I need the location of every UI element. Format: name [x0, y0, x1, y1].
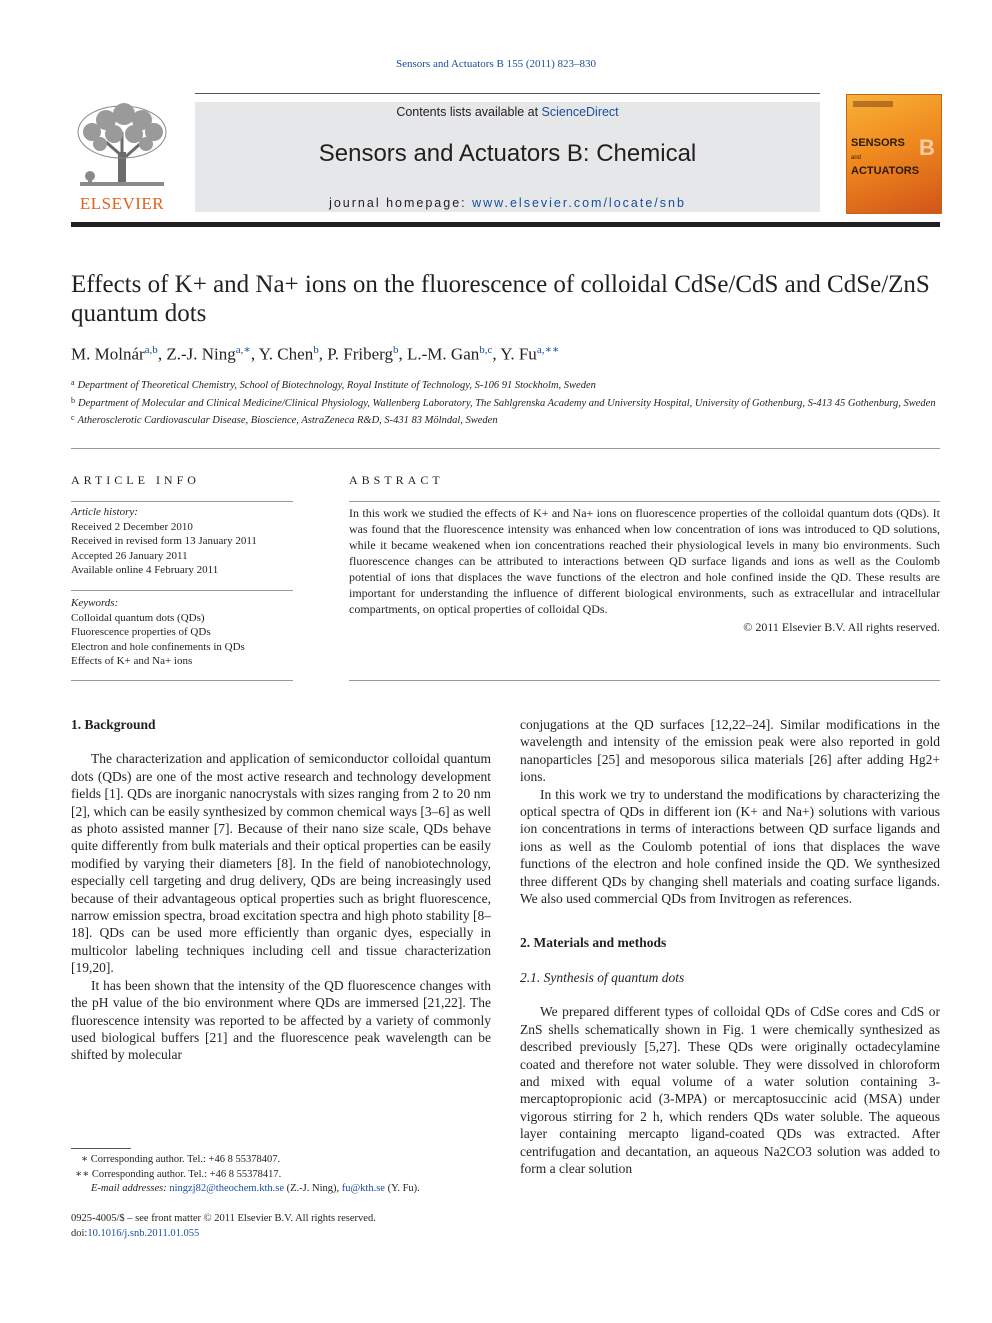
- article-history: Article history: Received 2 December 2010 Received in revised form 13 January 2011 Accepted 26 January 2011 Available online 4 February 2011: [71, 506, 257, 576]
- tree-icon: [70, 102, 174, 194]
- affiliation: $^b$ Department of Molecular and Clinical Medicine/Clinical Physiology, Wallenberg Laboratory, The Sahlgrenska Academy and University Hospital, University of Gothenburg, S-413 45 Gothenburg, Sweden: [71, 395, 936, 409]
- email-link[interactable]: ningzj82@theochem.kth.se: [169, 1183, 285, 1194]
- footnotes: ∗ Corresponding author. Tel.: +46 8 55378407. ∗∗ Corresponding author. Tel.: +46 8 55378417. E-mail addresses: ningzj82@theochem.kth.se (Z.-J. Ning), fu@kth.se (Y. Fu).: [75, 1154, 420, 1194]
- header-divider: [71, 222, 940, 227]
- author: Z.-J. Ning: [166, 344, 236, 364]
- keywords: Keywords: Colloidal quantum dots (QDs) Fluorescence properties of QDs Electron and hole confinements in QDs Effects of K+ and Na+ ions: [71, 597, 245, 667]
- paragraph: In this work we try to understand the modifications by characterizing the optical spectra of QDs in different ion (K+ and Na+) solutions with various ion concentrations in terms of interactions between QD surface ligands and ions as well as the Coulomb potential of ions that displaces the wave functions of the electron and hole confined inside the QD. We synthesized three different QDs by changing shell materials and coating surface ligands. We also used commercial QDs from Invitrogen as references.: [520, 786, 940, 907]
- body-column-right: [520, 716, 940, 1177]
- journal-title[interactable]: Sensors and Actuators B: Chemical: [318, 140, 697, 167]
- cover-letter: B: [919, 135, 935, 160]
- divider: [349, 501, 940, 502]
- affiliation: $^a$ Department of Theoretical Chemistry, School of Biotechnology, Royal Institute of Technology, S-106 91 Stockholm, Sweden: [71, 378, 596, 391]
- cover-title: SENSORS and ACTUATORS: [851, 137, 920, 177]
- doi-link[interactable]: 10.1016/j.snb.2011.01.055: [87, 1227, 200, 1239]
- copyright: © 2011 Elsevier B.V. All rights reserved.: [743, 620, 940, 634]
- elsevier-logo[interactable]: [70, 102, 174, 214]
- journal-citation[interactable]: Sensors and Actuators B 155 (2011) 823–830: [395, 58, 597, 70]
- article-title: Effects of K+ and Na+ ions on the fluorescence of colloidal CdSe/CdS and CdSe/ZnS quantum dots: [71, 271, 930, 327]
- author: M. Molnár: [71, 344, 145, 364]
- front-matter: 0925-4005/$ – see front matter © 2011 Elsevier B.V. All rights reserved. doi:10.1016/j.snb.2011.01.055: [71, 1213, 376, 1239]
- abstract-body: In this work we studied the effects of K+ and Na+ ions on fluorescence properties of the colloidal quantum dots (QDs). It was found that the fluorescence intensity was enhanced when low concentration of ions was introduced to QD solutions, while it became weakened when ion concentrations reached their physiological levels in many bio environments. Such fluorescence changes can be attributed to interactions between QD surface ligands and ions as well as the Coulomb potential of ions that displaces the wave functions of the electron and hole confined inside the QD. These results are important for understanding the influence of different biological environments, such as extracellular and intracellular compartments, on optical properties of colloidal QDs. © 2011 Elsevier B.V. All rights reserved.: [349, 506, 940, 634]
- article-info-heading: ARTICLE INFO: [71, 473, 200, 487]
- paragraph: The characterization and application of semiconductor colloidal quantum dots (QDs) are one of the most active research and technology development fields [1]. QDs are inorganic nanocrystals with sizes ranging from 2 to 20 nm [2], which can be easily synthesized by common chemical ways [3–6] as well as photo assisted manner [7]. Because of their nano size scale, QDs behave quite differently from bulk materials and their optical properties can be easily modified by varying their diameters [8]. In the field of nanobiotechnology, especially cell targeting and drug delivery, QDs are being increasingly used because of their advantageous optical properties such as bright fluorescence, narrow emission spectra, broad excitation spectra and high photo stability [8–18]. QDs can be used more efficiently than organic dyes, especially in multicolor labeling techniques including cell and tissue characterization [19,20].: [71, 751, 491, 976]
- header-rule: [195, 93, 820, 94]
- author: P. Friberg: [327, 344, 394, 364]
- author: Y. Chen: [258, 344, 314, 364]
- divider: [71, 448, 940, 449]
- abstract-heading: ABSTRACT: [349, 473, 444, 487]
- author-list: M. Molnár$^{a,b}$, Z.-J. Ning$^{a,∗}$, Y. Chen$^b$, P. Friberg$^b$, L.-M. Gan$^{b,c}$, Y. $Fu^{a,∗∗}$: [71, 344, 560, 364]
- journal-homepage: journal homepage: www.elsevier.com/locate/snb: [329, 196, 686, 210]
- sciencedirect-link[interactable]: ScienceDirect: [541, 105, 619, 119]
- paragraph: conjugations at the QD surfaces [12,22–24]. Similar modifications in the wavelength and intensity of the emission peak were also reported in gold nanoparticles [25] and mesoporous silica materials [26] after adding Hg2+ ions.: [520, 717, 940, 785]
- paragraph: We prepared different types of colloidal QDs of CdSe cores and CdS or ZnS shells schematically shown in Fig. 1 were chemically synthesized as described previously [5,27]. These QDs were originally octadecylamine coated and therefore not water soluble. They were dissolved in chloroform and mixed with equal volume of a water solution containing 3-mercaptopropionic acid (3-MPA) or mercaptosuccinic acid (MSA) under vigorous stirring for 2 h, which renders QDs water soluble. The aqueous layer containing mercapto ligand-coated QDs was extracted. After centrifugation and decantation, an aqueous Na2CO3 solution was added to form a clear solution: [520, 1004, 940, 1176]
- section-heading: 2. Materials and methods: [520, 935, 667, 951]
- divider: [71, 680, 293, 681]
- email-link[interactable]: fu@kth.se: [341, 1183, 385, 1194]
- body-column-left: [71, 716, 491, 1064]
- subsection-heading: 2.1. Synthesis of quantum dots: [520, 969, 685, 985]
- author: Y. Fu: [500, 344, 537, 364]
- journal-banner: [195, 102, 820, 212]
- section-heading: 1. Background: [71, 717, 156, 732]
- paragraph: It has been shown that the intensity of the QD fluorescence changes with the pH value of the bio environment where QDs are immersed [21,22]. The fluorescence intensity was reported to be affected by a variety of commonly used biological buffers [21] and the fluorescence peak wavelength can be shifted by molecular: [71, 977, 491, 1063]
- author: L.-M. Gan: [407, 344, 480, 364]
- affiliation: $^c$ Atherosclerotic Cardiovascular Disease, Bioscience, AstraZeneca R&D, S-431 83 Mölndal, Sweden: [71, 413, 498, 426]
- contents-line: Contents lists available at ScienceDirect: [396, 105, 619, 119]
- footnote-rule: [71, 1148, 131, 1149]
- divider: [71, 590, 293, 591]
- divider: [349, 680, 940, 681]
- journal-cover[interactable]: [846, 94, 942, 214]
- divider: [71, 501, 293, 502]
- publisher-name: ELSEVIER: [79, 194, 165, 213]
- homepage-link[interactable]: www.elsevier.com/locate/snb: [472, 196, 686, 210]
- affiliations: [71, 376, 940, 429]
